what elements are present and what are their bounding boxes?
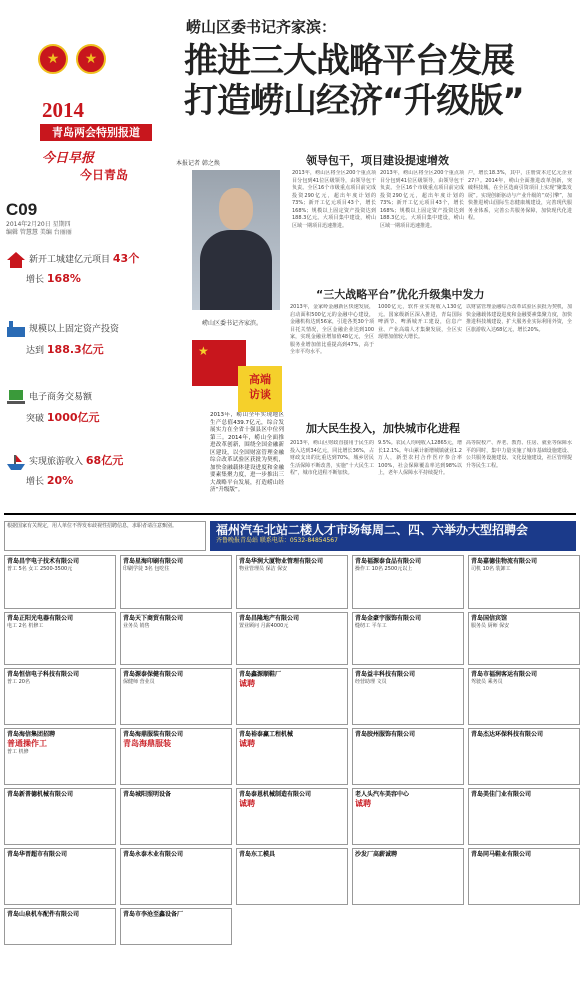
interview-tag: 高端 访谈: [238, 366, 282, 412]
ad-title: 青岛华晋超市有限公司: [7, 851, 68, 858]
article-column: 2013年，崂山区将全区200个重点项目分包到41位区级领导，由领导包干负责。全区16个市级重点项目前完成投资290亿元，超出年度计划的73%；新开工亿元项目43个，增长168%；规模以上固定资产投资达到188.3亿元。大项目集中建设，崂山区域一期项目迅速推进。: [292, 170, 376, 229]
section-divider: [4, 513, 576, 515]
article-column: 以财富管理金融综合改革试验区获批为契机，加快金融载体建设进度和金融要素集聚力度，加快推进科技城建设，扩大服务业实际利用外资，全区旅游收入达68亿元，增长20%。: [466, 304, 572, 333]
classified-ad: [352, 788, 464, 845]
classified-ad: [352, 612, 464, 665]
subheading-3: 加大民生投入，加快城市化进程: [306, 422, 460, 435]
ad-body: 印刷学徒 3名 包吃住: [123, 566, 170, 572]
ad-body: 业务员 销售: [123, 623, 150, 629]
ad-body: 保健师 营业员: [123, 679, 155, 685]
classified-ad: [236, 668, 348, 725]
ad-highlight: 诚聘: [239, 799, 255, 808]
ad-body: 司机 10名 装卸工: [471, 566, 511, 572]
lead-paragraph: 2013年，崂山全年实现地区生产总值439.7亿元，综合发展实力在全省十强县区中位列第三。2014年，崂山全面推进改革创新，围绕全国金融新区建设，以全国财富管理金融综合改革试验区获批为契机，加快金融载体建设进度和金融要素集聚力度，进一步推出三大战略平台发展，打造崂山经济“升级版”。: [210, 412, 284, 493]
classified-ad: [468, 788, 580, 845]
classified-ad: [236, 612, 348, 665]
classified-ad: [4, 612, 116, 665]
classified-ad: [120, 612, 232, 665]
ad-title: 青岛昌隆地产有限公司: [239, 615, 300, 622]
ad-title: 青岛益丰科技有限公司: [355, 671, 416, 678]
ad-title: 青岛城阳照明设备: [123, 791, 172, 798]
headline-line-2: 打造崂山经济“升级版”: [184, 81, 524, 121]
ad-title: 青岛新普德机械有限公司: [7, 791, 74, 798]
recruitment-header: 福州汽车北站二楼人才市场每周二、四、六举办大型招聘会 齐鲁晚报青岛站 联系电话：0532-84854567: [210, 521, 576, 551]
section-title: 今日青岛: [80, 168, 129, 182]
stat-item: 电子商务交易额 突破 1000亿元: [6, 388, 156, 425]
ad-title: 青岛海信集团招聘: [7, 731, 56, 738]
classified-ad: [4, 555, 116, 609]
photo-caption: 崂山区委书记齐家滨。: [202, 320, 263, 327]
date-line: 2014年2月20日 星期四 编辑 管慧慧 美编 台丽丽: [6, 221, 72, 236]
ad-title: 青岛金豪宇服饰有限公司: [355, 615, 422, 622]
ad-highlight: 青岛海鼎服装: [123, 739, 171, 748]
page-number: C09: [6, 200, 38, 219]
classified-ad: [120, 788, 232, 845]
sidebar: [0, 0, 170, 510]
stat-item: 规模以上固定资产投资 达到 188.3亿元: [6, 320, 156, 357]
ad-title: 青岛天下商贸有限公司: [123, 615, 184, 622]
ad-title: 青岛裕泰赢工程机械: [239, 731, 294, 738]
ad-title: 青岛正阳光电器有限公司: [7, 615, 74, 622]
ad-title: 青岛杰达环保科技有限公司: [471, 731, 544, 738]
ad-title: 青岛恒信电子科技有限公司: [7, 671, 80, 678]
classified-ad: [4, 848, 116, 905]
classified-ad: [4, 728, 116, 785]
paper-logo: 今日早报: [42, 151, 95, 166]
classified-ad: [4, 788, 116, 845]
ad-title: 青岛福源泰食品有限公司: [355, 558, 422, 565]
ad-title: 青岛嘉德佳物流有限公司: [471, 558, 538, 565]
byline: 本报记者 韩之焕: [176, 160, 220, 167]
classified-ad: [352, 668, 464, 725]
ad-title: 青岛永泰木业有限公司: [123, 851, 184, 858]
article-column: 9.5%。农民人均纯收入12865元，增长12.1%。年山累计新增城镇就业1.2万人，新型农村合作医疗参合率100%，社会保障覆盖率达到98%以上，老年人保障水平持续提升。: [378, 440, 462, 476]
ad-highlight: 诚聘: [239, 739, 255, 748]
ad-title: 青岛源泰保健有限公司: [123, 671, 184, 678]
classified-ad: [120, 908, 232, 945]
ad-body: 电工 2名 机修工: [7, 623, 44, 629]
stat-item: 实现旅游收入 68亿元 增长 20%: [6, 452, 156, 487]
classified-ad: [4, 668, 116, 725]
ad-title: 青岛星海印刷有限公司: [123, 558, 184, 565]
headline-line-1: 推进三大战略平台发展: [184, 41, 514, 81]
ad-title: 青岛山泉机车配件有限公司: [7, 911, 80, 918]
classified-ad: [120, 555, 232, 609]
ad-body: 经营助理 文员: [355, 679, 387, 685]
stat-item: 新开工城建亿元项目 43个 增长 168%: [6, 250, 156, 285]
classified-ad: [352, 848, 464, 905]
ad-title: 青岛泰恩机械制造有限公司: [239, 791, 312, 798]
ship-icon: [6, 453, 26, 471]
ad-title: 青岛华润大厦物业管理有限公司: [239, 558, 324, 565]
national-emblem-icon: ★: [76, 44, 106, 74]
classified-ad: [468, 555, 580, 609]
ad-body: 普工 20名: [7, 679, 30, 685]
ad-title: 青岛昌宇电子技术有限公司: [7, 558, 80, 565]
classified-ad: [236, 788, 348, 845]
ad-title: 青岛东工模具: [239, 851, 276, 858]
classified-ad: [236, 848, 348, 905]
ad-title: 沙发厂高薪诚聘: [355, 851, 398, 858]
classified-ad: [352, 728, 464, 785]
laptop-icon: [6, 388, 26, 406]
ad-body: 服务员 厨师 保安: [471, 623, 510, 629]
ad-highlight: 诚聘: [239, 679, 255, 688]
ad-title: 青岛胶州服饰有限公司: [355, 731, 416, 738]
classified-ad: [468, 728, 580, 785]
ad-title: 青岛市福润客运有限公司: [471, 671, 538, 678]
article-column: 1000亿元，软件业实现收入130亿元。国家级新区深入推进，青岛国际啤酒节、啤酒城开工建设，信息产业、产业高端人才集聚发展，全区实现增加值较大增长。: [378, 304, 462, 340]
year-label: 2014: [42, 98, 84, 122]
notice-box: 根据国家有关规定，用人单位不得发布歧视性招聘信息，求职者请注意甄别。: [4, 521, 206, 551]
classified-ad: [352, 555, 464, 609]
flag-graphic: ★: [192, 340, 246, 386]
classified-ad: [468, 612, 580, 665]
ad-body: 置业顾问 月薪4000元: [239, 623, 289, 629]
house-icon: [6, 251, 26, 269]
classified-ad: [468, 668, 580, 725]
subheading-2: “三大战略平台”优化升级集中发力: [316, 288, 485, 301]
headline-kicker: 崂山区委书记齐家滨：: [186, 18, 337, 36]
classified-ad: [468, 848, 580, 905]
article-column: 2013年，崂山区将全区200个重点项目分包到41位区级领导，由领导包干负责。全区16个市级重点项目前完成投资290亿元，超出年度计划的73%；新开工亿元项目43个，增长168%；规模以上固定资产投资达到188.3亿元。大项目集中建设，崂山区域一期项目迅速推进。: [380, 170, 464, 229]
special-report-banner: 青岛两会特别报道: [40, 124, 152, 141]
ad-body: 操作工 10名 2500元以上: [355, 566, 413, 572]
subheading-1: 领导包干，项目建设提速增效: [306, 154, 449, 167]
ad-body: 普工 5名 女工 2500-3500元: [7, 566, 73, 572]
ad-title: 青岛国信宾馆: [471, 615, 508, 622]
ad-title: 青岛同马鞋业有限公司: [471, 851, 532, 858]
article-column: 2013年，金家岭金融新区快速发展，启动面积500亿元的金融中心建设，金融机构达到56家，引进各类30个项目托关情况，全区金融企业达到100家，实现金融业增加值48亿元，全区服务业增加值比重提高到47%，高于全市平均水平。: [290, 304, 374, 355]
factory-icon: [6, 320, 26, 338]
ad-title: 青岛海鼎服装有限公司: [123, 731, 184, 738]
article-column: 高等院校产、养老、教育、住房、就业等保障水平的同时，集中力量实施了城市基础设施建设、公共服务设施建设、文化设施建设，社区管理提升等民生工程。: [466, 440, 572, 469]
classified-ad: [120, 728, 232, 785]
classified-ad: [236, 728, 348, 785]
classified-ad: [4, 908, 116, 945]
ad-title: 青岛鑫源顺鞋厂: [239, 671, 282, 678]
classified-ad: [236, 555, 348, 609]
ad-body: 普工 机修: [7, 749, 29, 755]
ad-highlight: 普通操作工: [7, 739, 47, 748]
emblem-row: [38, 44, 106, 74]
ad-title: 青岛市李沧至鑫设备厂: [123, 911, 184, 918]
ad-title: 青岛美佳门业有限公司: [471, 791, 532, 798]
classified-ad: [120, 848, 232, 905]
ad-title: 老人头汽车美容中心: [355, 791, 410, 798]
ad-body: 缝纫工 平车工: [355, 623, 387, 629]
classified-ad: [120, 668, 232, 725]
article-column: 户，增长18.3%，其中，注册资本过亿元企业27户。2014年，崂山全面推进改革创新，突破科技城，在全区选商引资项目上实现“聚集发展”。实现创新驱动与产业升级的“双引擎”，加快推进崂山国际生态健康城建设，完善现代服务业体系，完善公共服务保障，加快现代化进程。: [468, 170, 572, 221]
ad-body: 驾驶员 乘务员: [471, 679, 503, 685]
party-emblem-icon: ★: [38, 44, 68, 74]
ad-body: 物业管理员 保洁 保安: [239, 566, 288, 572]
ad-highlight: 诚聘: [355, 799, 371, 808]
portrait-photo: [192, 170, 280, 310]
article-column: 2013年，崂山区财政直接用于民生的投入达到34亿元，同比增长36%，占财政支出的比重达到70%，城乡居民生活保障不断改善，实施“十大民生工程”，城市化进程不断加快。: [290, 440, 374, 476]
